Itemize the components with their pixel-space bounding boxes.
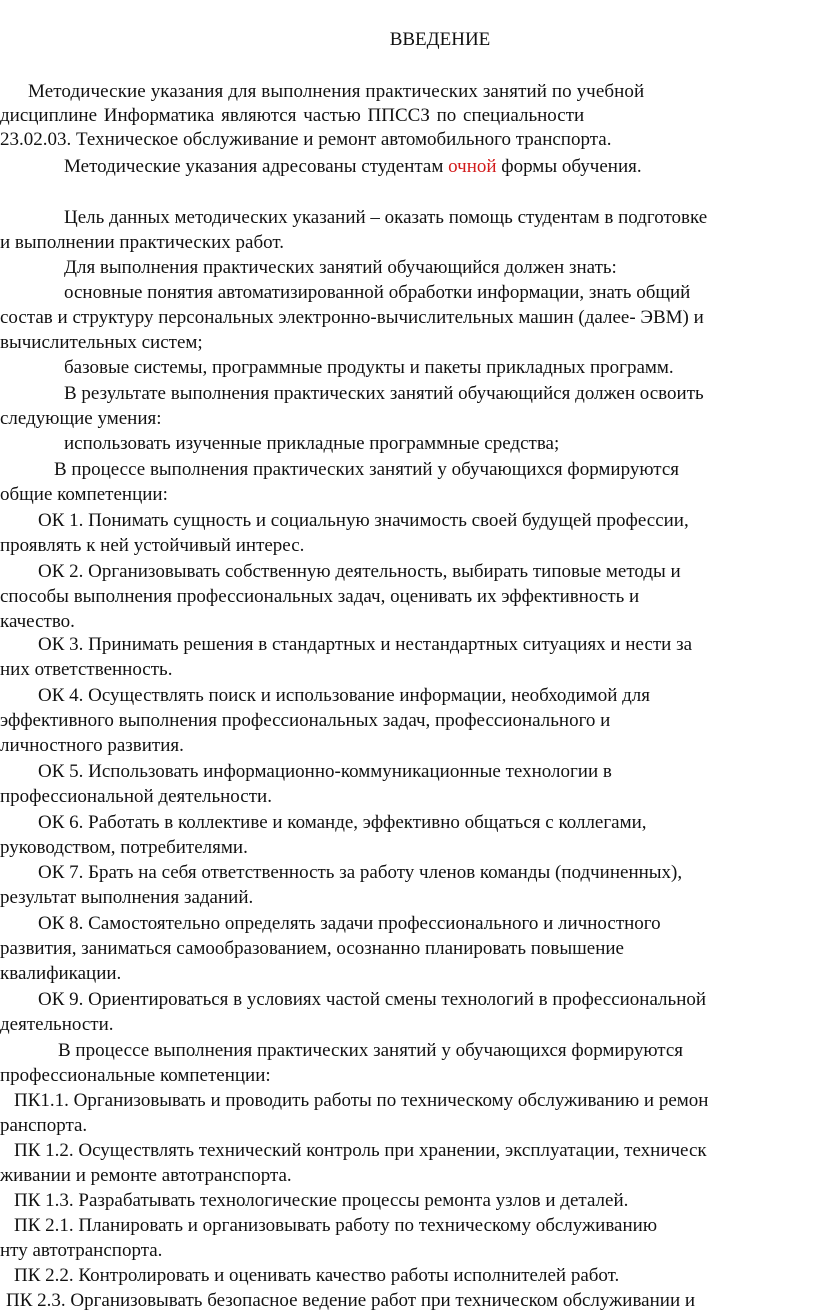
ok6-line-2: руководством, потребителями. (0, 837, 248, 858)
goal-line-2: и выполнении практических работ. (0, 232, 284, 253)
skills-line-1: В результате выполнения практических занятий обучающийся должен освоить (64, 383, 704, 404)
intro-line-3: 23.02.03. Техническое обслуживание и ремонт автомобильного транспорта. (0, 129, 612, 150)
ok3-line-2: них ответственность. (0, 659, 173, 680)
intro-line-1: Методические указания для выполнения практических занятий по учебной (28, 81, 645, 102)
ok4-line-1: ОК 4. Осуществлять поиск и использование информации, необходимой для (38, 685, 651, 706)
ok9-line-1: ОК 9. Ориентироваться в условиях частой смены технологий в профессиональной (38, 989, 707, 1010)
ok7-line-2: результат выполнения заданий. (0, 887, 254, 908)
prof-comp-line-1: В процессе выполнения практических занятий у обучающихся формируются (58, 1040, 684, 1061)
pk11-line-1: ПК1.1. Организовывать и проводить работы по техническому обслуживанию и ремон (14, 1090, 709, 1111)
pk12-line-2: живании и ремонте автотранспорта. (0, 1165, 292, 1186)
knowledge-intro: Для выполнения практических занятий обучающийся должен знать: (64, 257, 617, 278)
pk12-line-1: ПК 1.2. Осуществлять технический контроль при хранении, эксплуатации, техническ (14, 1140, 707, 1161)
goal-line-1: Цель данных методических указаний – оказать помощь студентам в подготовке (64, 207, 708, 228)
audience-paragraph (64, 155, 642, 181)
pk23: ПК 2.3. Организовывать безопасное ведение работ при техническом обслуживании и (6, 1290, 696, 1311)
pk21-line-2: нту автотранспорта. (0, 1240, 163, 1261)
intro-line-2: дисциплине Информатика являются частью ППССЗ по специальности (0, 105, 585, 126)
ok1-line-1: ОК 1. Понимать сущность и социальную значимость своей будущей профессии, (38, 510, 689, 531)
ok7-line-1: ОК 7. Брать на себя ответственность за работу членов команды (подчиненных), (38, 862, 683, 883)
ok1-line-2: проявлять к ней устойчивый интерес. (0, 535, 305, 556)
general-comp-line-2: общие компетенции: (0, 484, 168, 505)
page-title: ВВЕДЕНИЕ (389, 29, 491, 50)
pk21-line-1: ПК 2.1. Планировать и организовывать работу по техническому обслуживанию (14, 1215, 658, 1236)
ok5-line-2: профессиональной деятельности. (0, 786, 272, 807)
ok8-line-1: ОК 8. Самостоятельно определять задачи профессионального и личностного (38, 913, 661, 934)
ok2-line-2: способы выполнения профессиональных задач, оценивать их эффективность и (0, 586, 640, 607)
general-comp-line-1: В процессе выполнения практических занятий у обучающихся формируются (54, 459, 680, 480)
ok8-line-3: квалификации. (0, 963, 122, 984)
knowledge-item-1-line-1: основные понятия автоматизированной обработки информации, знать общий (64, 282, 691, 303)
skills-line-2: следующие умения: (0, 408, 162, 429)
ok5-line-1: ОК 5. Использовать информационно-коммуникационные технологии в (38, 761, 612, 782)
pk13: ПК 1.3. Разрабатывать технологические процессы ремонта узлов и деталей. (14, 1190, 629, 1211)
ok2-line-3: качество. (0, 611, 75, 632)
ok9-line-2: деятельности. (0, 1014, 114, 1035)
pk22: ПК 2.2. Контролировать и оценивать качество работы исполнителей работ. (14, 1265, 620, 1286)
ok3-line-1: ОК 3. Принимать решения в стандартных и нестандартных ситуациях и нести за (38, 634, 693, 655)
audience-highlight: очной (448, 156, 497, 177)
audience-text-before: Методические указания адресованы студентам (64, 156, 449, 177)
skills-item-1: использовать изученные прикладные программные средства; (64, 433, 560, 454)
knowledge-item-2: базовые системы, программные продукты и пакеты прикладных программ. (64, 357, 674, 378)
prof-comp-line-2: профессиональные компетенции: (0, 1065, 271, 1086)
knowledge-item-1-line-3: вычислительных систем; (0, 332, 203, 353)
audience-text-after: формы обучения. (496, 156, 642, 177)
ok4-line-2: эффективного выполнения профессиональных задач, профессионального и (0, 710, 611, 731)
pk11-line-2: ранспорта. (0, 1115, 88, 1136)
ok8-line-2: развития, заниматься самообразованием, осознанно планировать повышение (0, 938, 624, 959)
knowledge-item-1-line-2: состав и структуру персональных электронно-вычислительных машин (далее- ЭВМ) и (0, 307, 704, 328)
ok6-line-1: ОК 6. Работать в коллективе и команде, эффективно общаться с коллегами, (38, 812, 647, 833)
ok2-line-1: ОК 2. Организовывать собственную деятельность, выбирать типовые методы и (38, 561, 681, 582)
ok4-line-3: личностного развития. (0, 735, 184, 756)
